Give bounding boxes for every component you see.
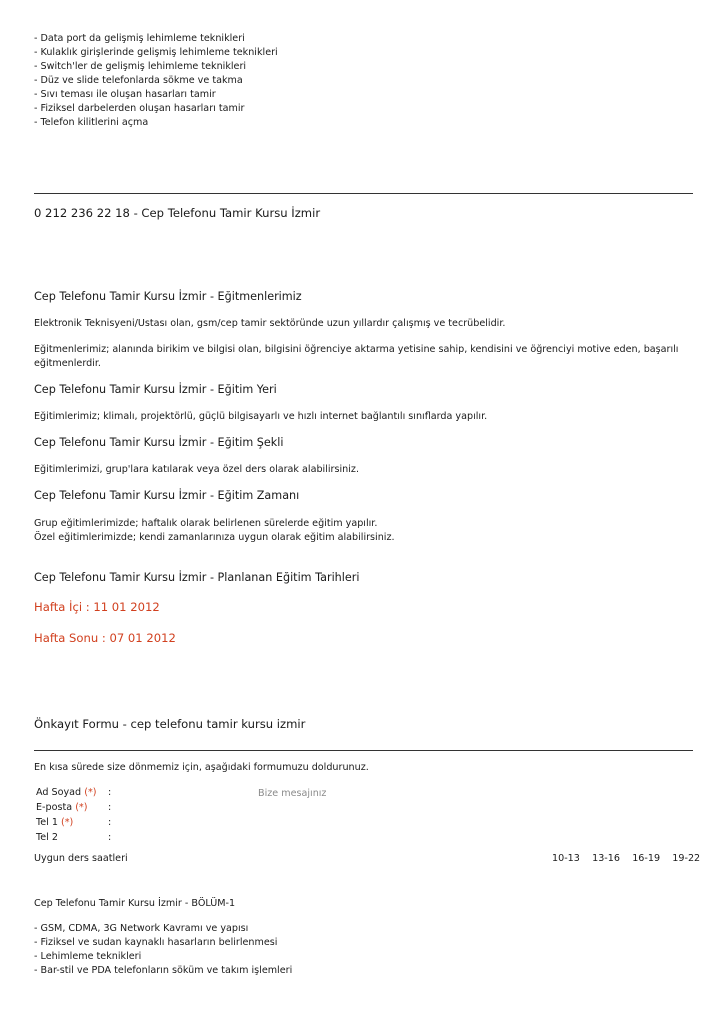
- hour-option[interactable]: 13-16: [592, 853, 620, 864]
- form-intro: En kısa sürede size dönmemiz için, aşağıdaki formumuzu doldurunuz.: [34, 762, 369, 773]
- tel2-label: Tel 2: [36, 832, 58, 843]
- divider: [34, 750, 693, 751]
- required-mark: (*): [61, 817, 74, 828]
- field-colon: :: [108, 832, 112, 843]
- list-item: - Fiziksel darbelerden oluşan hasarları tamir: [34, 103, 245, 114]
- hours-options: [552, 852, 700, 866]
- paragraph-line: eğitmenlerdir.: [34, 358, 101, 369]
- field-colon: :: [108, 802, 112, 813]
- list-item: - GSM, CDMA, 3G Network Kavramı ve yapısı: [34, 923, 249, 934]
- schedule-text: [34, 517, 395, 545]
- hours-label: Uygun ders saatleri: [34, 853, 128, 864]
- hour-option[interactable]: 10-13: [552, 853, 580, 864]
- section1-list: [34, 922, 292, 978]
- list-item: - Sıvı teması ile oluşan hasarları tamir: [34, 89, 216, 100]
- location-title: Cep Telefonu Tamir Kursu İzmir - Eğitim Yeri: [34, 383, 277, 396]
- schedule-title: Cep Telefonu Tamir Kursu İzmir - Eğitim Zamanı: [34, 489, 300, 502]
- list-item: - Kulaklık girişlerinde gelişmiş lehimleme teknikleri: [34, 47, 278, 58]
- form-title: Önkayıt Formu - cep telefonu tamir kursu izmir: [34, 717, 306, 731]
- divider: [34, 193, 693, 194]
- format-title: Cep Telefonu Tamir Kursu İzmir - Eğitim Şekli: [34, 436, 284, 449]
- field-colon: :: [108, 787, 112, 798]
- hour-option[interactable]: 19-22: [672, 853, 701, 864]
- list-item: - Düz ve slide telefonlarda sökme ve takma: [34, 75, 243, 86]
- field-colon: :: [108, 817, 112, 828]
- paragraph-line: Özel eğitimlerimizde; kendi zamanlarınıza uygun olarak eğitim alabilirsiniz.: [34, 532, 395, 543]
- weekend-date: Hafta Sonu : 07 01 2012: [34, 631, 176, 645]
- required-mark: (*): [84, 787, 97, 798]
- message-textarea[interactable]: Bize mesajınız: [258, 788, 327, 799]
- weekday-date: Hafta İçi : 11 01 2012: [34, 600, 160, 614]
- required-mark: (*): [75, 802, 88, 813]
- list-item: - Lehimleme teknikleri: [34, 951, 142, 962]
- phone-heading: 0 212 236 22 18 - Cep Telefonu Tamir Kursu İzmir: [34, 206, 321, 220]
- name-label: Ad Soyad: [36, 787, 82, 798]
- trainers-text-2: [34, 343, 678, 371]
- trainers-text: Elektronik Teknisyeni/Ustası olan, gsm/cep tamir sektöründe uzun yıllardır çalışmış ve tecrübelidir.: [34, 318, 506, 329]
- email-label: E-posta: [36, 802, 73, 813]
- format-text: Eğitimlerimizi, grup'lara katılarak veya özel ders olarak alabilirsiniz.: [34, 464, 359, 475]
- paragraph-line: Eğitmenlerimiz; alanında birikim ve bilgisi olan, bilgisini öğrenciye aktarma yetisine sahip, kendisini ve öğrenciyi motive eden, başarılı: [34, 344, 679, 355]
- list-item: - Data port da gelişmiş lehimleme teknikleri: [34, 33, 245, 44]
- list-item: - Telefon kilitlerini açma: [34, 117, 149, 128]
- paragraph-line: Grup eğitimlerimizde; haftalık olarak belirlenen sürelerde eğitim yapılır.: [34, 518, 378, 529]
- list-item: - Bar-stil ve PDA telefonların söküm ve takım işlemleri: [34, 965, 293, 976]
- tel1-label: Tel 1: [36, 817, 58, 828]
- top-course-list: [34, 32, 278, 130]
- section1-title: Cep Telefonu Tamir Kursu İzmir - BÖLÜM-1: [34, 898, 236, 909]
- location-text: Eğitimlerimiz; klimalı, projektörlü, güçlü bilgisayarlı ve hızlı internet bağlantılı sınıflarda yapılır.: [34, 411, 488, 422]
- hour-option[interactable]: 16-19: [632, 853, 661, 864]
- list-item: - Switch'ler de gelişmiş lehimleme teknikleri: [34, 61, 247, 72]
- trainers-title: Cep Telefonu Tamir Kursu İzmir - Eğitmenlerimiz: [34, 290, 302, 303]
- list-item: - Fiziksel ve sudan kaynaklı hasarların belirlenmesi: [34, 937, 278, 948]
- dates-title: Cep Telefonu Tamir Kursu İzmir - Planlanan Eğitim Tarihleri: [34, 571, 360, 584]
